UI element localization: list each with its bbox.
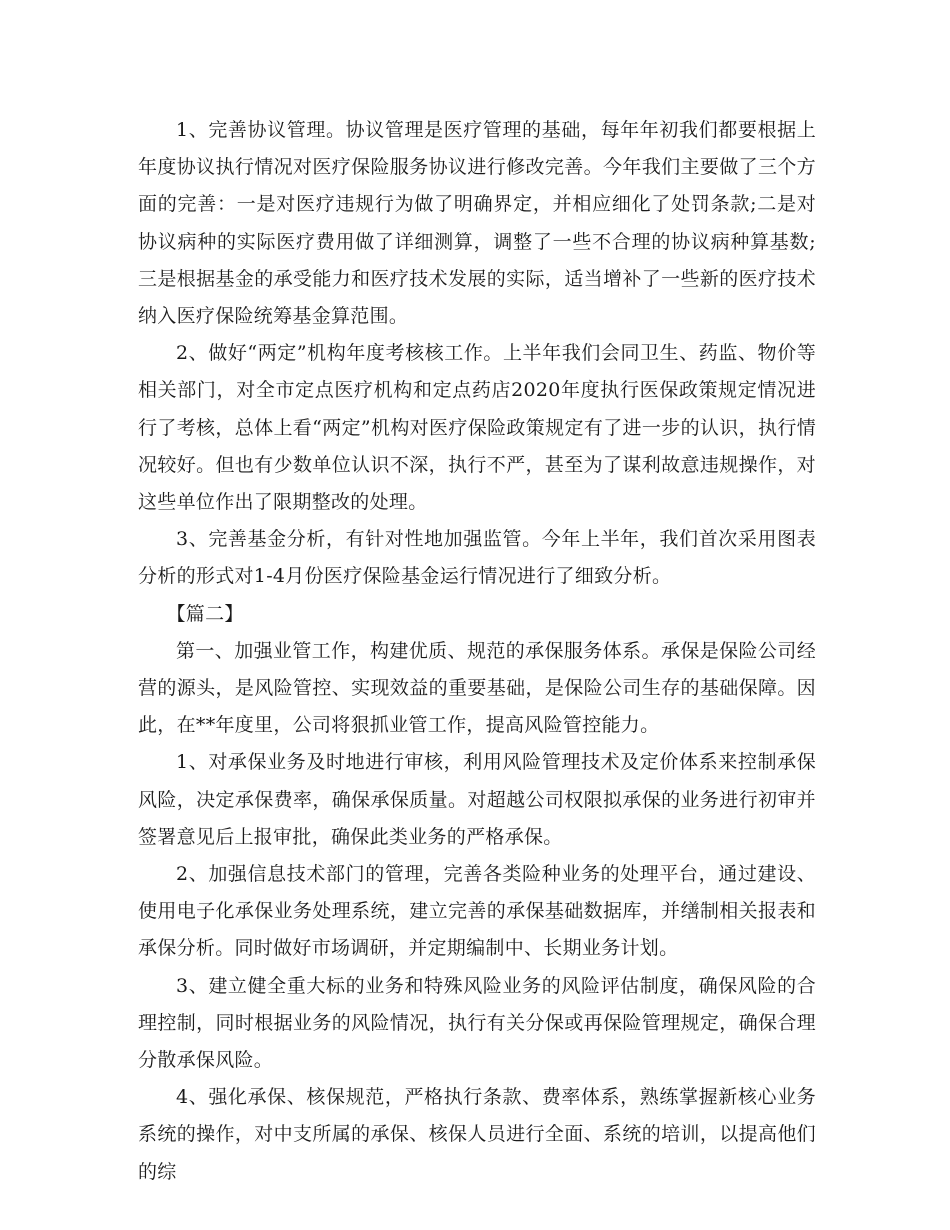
- paragraph-it-management: 2、加强信息技术部门的管理，完善各类险种业务的处理平台，通过建设、使用电子化承保业务处理系统，建立完善的承保基础数据库，并缮制相关报表和承保分析。同时做好市场调研，并定期编制中、长期业务计划。: [138, 863, 816, 960]
- paragraph-underwriting-review: 1、对承保业务及时地进行审核，利用风险管理技术及定价体系来控制承保风险，决定承保费率，确保承保质量。对超越公司权限拟承保的业务进行初审并签署意见后上报审批，确保此类业务的严格承保。: [138, 751, 816, 848]
- paragraph-risk-assessment: 3、建立健全重大标的业务和特殊风险业务的风险评估制度，确保风险的合理控制，同时根据业务的风险情况，执行有关分保或再保险管理规定，确保合理分散承保风险。: [138, 974, 816, 1072]
- section-heading: 【篇二】: [166, 602, 244, 625]
- paragraph-underwriting-standards: 4、强化承保、核保规范，严格执行条款、费率体系，熟练掌握新核心业务系统的操作，对中支所属的承保、核保人员进行全面、系统的培训，以提高他们的综: [138, 1086, 816, 1183]
- paragraph-underwriting-system: 第一、加强业管工作，构建优质、规范的承保服务体系。承保是保险公司经营的源头，是风险管控、实现效益的重要基础，是保险公司生存的基础保障。因此，在**年度里，公司将狠抓业管工作，提高风险管控能力。: [138, 639, 816, 737]
- paragraph-annual-assessment: 2、做好“两定”机构年度考核核工作。上半年我们会同卫生、药监、物价等相关部门，对全市定点医疗机构和定点药店2020年度执行医保政策规定情况进行了考核，总体上看“两定”机构对医疗保险政策规定有了进一步的认识，执行情况较好。但也有少数单位认识不深，执行不严，甚至为了谋利故意违规操作，对这些单位作出了限期整改的处理。: [138, 342, 816, 514]
- paragraph-fund-analysis: 3、完善基金分析，有针对性地加强监管。今年上半年，我们首次采用图表分析的形式对1-4月份医疗保险基金运行情况进行了细致分析。: [138, 528, 816, 588]
- paragraph-agreement-management: 1、完善协议管理。协议管理是医疗管理的基础，每年年初我们都要根据上年度协议执行情况对医疗保险服务协议进行修改完善。今年我们主要做了三个方面的完善：一是对医疗违规行为做了明确界定，并相应细化了处罚条款;二是对协议病种的实际医疗费用做了详细测算，调整了一些不合理的协议病种算基数;三是根据基金的承受能力和医疗技术发展的实际，适当增补了一些新的医疗技术纳入医疗保险统筹基金算范围。: [138, 119, 816, 328]
- document-body: [138, 112, 816, 1191]
